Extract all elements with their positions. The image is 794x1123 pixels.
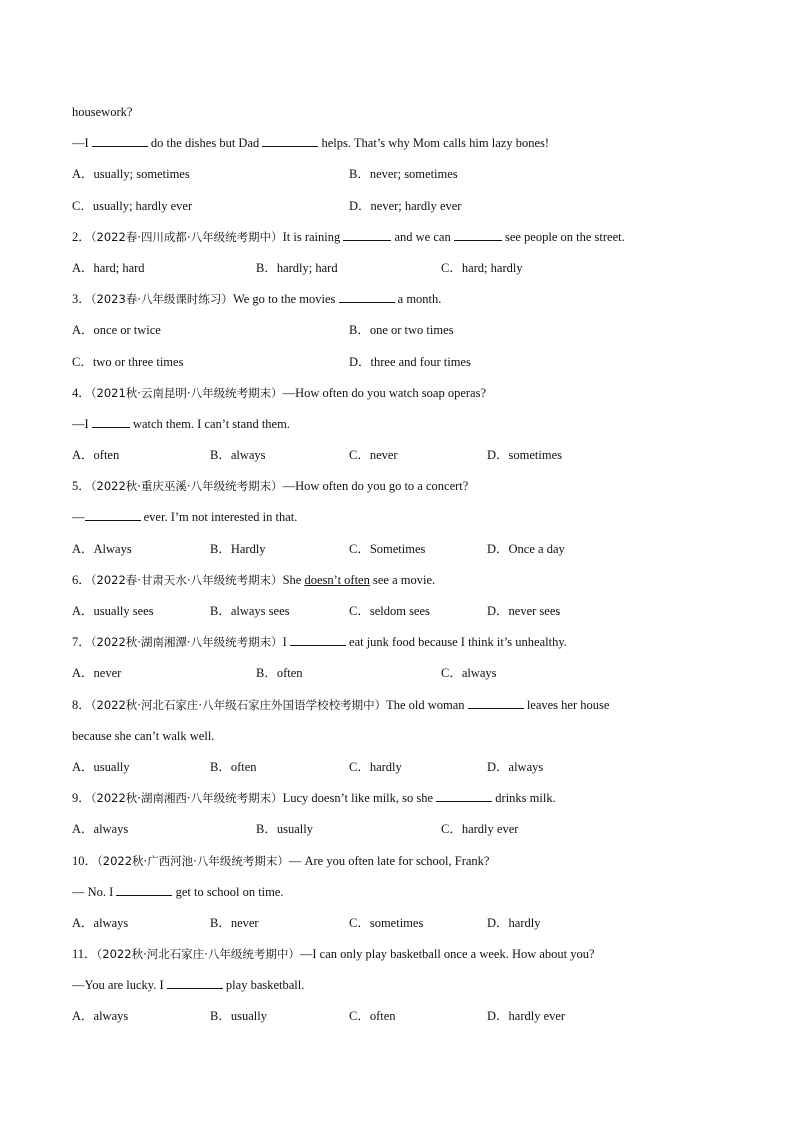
answer-blank[interactable] xyxy=(262,132,318,147)
q1-option-b[interactable]: B．never; sometimes xyxy=(349,167,458,182)
q3-option-b[interactable]: B．one or two times xyxy=(349,323,454,338)
q8-option-a[interactable]: A．usually xyxy=(72,759,130,774)
q1-option-c[interactable]: C．usually; hardly ever xyxy=(72,198,193,213)
q4-option-a[interactable]: A．often xyxy=(72,448,120,463)
q11-stem: 11．（2022秋·河北石家庄·八年级统考期中）—I can only play basketball once a week. How about you? xyxy=(72,947,595,962)
q3-option-c[interactable]: C．two or three times xyxy=(72,354,184,369)
q10-options xyxy=(72,911,732,942)
question-source: （2021秋·云南昆明·八年级统考期末） xyxy=(90,385,283,400)
q11-option-d[interactable]: D．hardly ever xyxy=(487,1009,566,1024)
q9-option-a[interactable]: A．always xyxy=(72,822,129,837)
q8-stem-cont: because she can’t walk well. xyxy=(72,728,215,743)
q8-option-d[interactable]: D．always xyxy=(487,759,544,774)
question-source: （2022秋·河北石家庄·八年级石家庄外国语学校校考期中） xyxy=(90,697,387,712)
q9-options xyxy=(72,817,732,848)
q6-option-a[interactable]: A．usually sees xyxy=(72,604,154,618)
q11-option-c[interactable]: C．often xyxy=(349,1009,396,1024)
q7-option-b[interactable]: B．often xyxy=(256,666,303,681)
question-source: （2022春·四川成都·八年级统考期中） xyxy=(90,229,283,244)
q6-stem: 6．（2022春·甘肃天水·八年级统考期末）She doesn’t often see a movie. xyxy=(72,572,436,587)
q3-options-row1 xyxy=(72,318,732,349)
q2-option-a[interactable]: A．hard; hard xyxy=(72,260,145,275)
q5-option-a[interactable]: A．Always xyxy=(72,541,132,556)
q10-option-d[interactable]: D．hardly xyxy=(487,915,541,930)
q5-option-b[interactable]: B．Hardly xyxy=(210,541,266,556)
q4-options xyxy=(72,443,732,474)
q1-stem-end: housework? xyxy=(72,105,133,119)
q10-dialogue: — No. I get to school on time. xyxy=(72,880,732,911)
q8-option-b[interactable]: B．often xyxy=(210,759,257,774)
q5-stem: 5．（2022秋·重庆巫溪·八年级统考期末）—How often do you go to a concert? xyxy=(72,479,469,494)
q11-options xyxy=(72,1004,732,1035)
answer-blank[interactable] xyxy=(343,226,391,241)
q6-options xyxy=(72,599,732,630)
q3-options-row2 xyxy=(72,350,732,381)
q8-option-c[interactable]: C．hardly xyxy=(349,759,402,774)
q3-stem: 3．（2023春·八年级课时练习）We go to the movies a month. xyxy=(72,287,732,318)
q10-option-b[interactable]: B．never xyxy=(210,915,259,930)
question-source: （2022秋·湖南湘潭·八年级统考期末） xyxy=(90,635,283,650)
q5-option-d[interactable]: D．Once a day xyxy=(487,541,565,556)
q1-dialogue: —I do the dishes but Dad helps. That’s why Mom calls him lazy bones! xyxy=(72,131,732,162)
q10-stem: 10．（2022秋·广西河池·八年级统考期末）— Are you often late for school, Frank? xyxy=(72,853,490,868)
q2-option-b[interactable]: B．hardly; hard xyxy=(256,260,338,275)
q6-option-c[interactable]: C．seldom sees xyxy=(349,604,430,618)
q1-option-d[interactable]: D．never; hardly ever xyxy=(349,198,462,213)
question-source: （2022秋·湖南湘西·八年级统考期末） xyxy=(90,791,283,806)
answer-blank[interactable] xyxy=(339,288,395,303)
q7-stem: 7．（2022秋·湖南湘潭·八年级统考期末）I eat junk food because I think it’s unhealthy. xyxy=(72,630,732,661)
q7-option-a[interactable]: A．never xyxy=(72,666,122,681)
q11-dialogue: —You are lucky. I play basketball. xyxy=(72,973,732,1004)
question-source: （2022秋·河北石家庄·八年级统考期中） xyxy=(96,947,300,962)
question-source: （2023春·八年级课时练习） xyxy=(90,292,233,307)
worksheet xyxy=(72,100,732,1036)
q6-option-d[interactable]: D．never sees xyxy=(487,604,561,618)
q5-options xyxy=(72,537,732,568)
q7-options xyxy=(72,661,732,692)
answer-blank[interactable] xyxy=(454,226,502,241)
q9-option-b[interactable]: B．usually xyxy=(256,822,313,837)
q1-option-a[interactable]: A．usually; sometimes xyxy=(72,167,190,182)
q2-option-c[interactable]: C．hard; hardly xyxy=(441,260,523,275)
underlined-phrase: doesn’t often xyxy=(304,572,370,587)
q2-stem: 2．（2022春·四川成都·八年级统考期中）It is raining and we can see people on the street. xyxy=(72,225,732,256)
q1-options-row1 xyxy=(72,162,732,193)
answer-blank[interactable] xyxy=(290,631,346,646)
q6-option-b[interactable]: B．always sees xyxy=(210,604,290,618)
answer-blank[interactable] xyxy=(85,506,141,521)
answer-blank[interactable] xyxy=(92,132,148,147)
question-source: （2022春·甘肃天水·八年级统考期末） xyxy=(90,572,283,587)
q9-option-c[interactable]: C．hardly ever xyxy=(441,822,519,837)
q4-stem: 4．（2021秋·云南昆明·八年级统考期末）—How often do you watch soap operas? xyxy=(72,385,487,400)
q5-option-c[interactable]: C．Sometimes xyxy=(349,541,426,556)
q1-options-row2 xyxy=(72,194,732,225)
question-source: （2022秋·广西河池·八年级统考期末） xyxy=(97,853,289,868)
answer-blank[interactable] xyxy=(167,974,223,989)
q9-stem: 9．（2022秋·湖南湘西·八年级统考期末）Lucy doesn’t like milk, so she drinks milk. xyxy=(72,786,732,817)
q8-options xyxy=(72,755,732,786)
q8-stem: 8．（2022秋·河北石家庄·八年级石家庄外国语学校校考期中）The old woman leaves her house xyxy=(72,693,732,724)
q4-option-b[interactable]: B．always xyxy=(210,448,266,463)
answer-blank[interactable] xyxy=(436,787,492,802)
q7-option-c[interactable]: C．always xyxy=(441,666,497,681)
question-source: （2022秋·重庆巫溪·八年级统考期末） xyxy=(90,479,283,494)
answer-blank[interactable] xyxy=(92,413,130,428)
q4-option-c[interactable]: C．never xyxy=(349,448,398,463)
q10-option-c[interactable]: C．sometimes xyxy=(349,915,424,930)
q5-dialogue: — ever. I’m not interested in that. xyxy=(72,505,732,536)
q3-option-a[interactable]: A．once or twice xyxy=(72,323,161,338)
q4-dialogue: —I watch them. I can’t stand them. xyxy=(72,412,732,443)
q4-option-d[interactable]: D．sometimes xyxy=(487,448,562,463)
answer-blank[interactable] xyxy=(468,694,524,709)
q3-option-d[interactable]: D．three and four times xyxy=(349,354,471,369)
q11-option-a[interactable]: A．always xyxy=(72,1009,129,1024)
q11-option-b[interactable]: B．usually xyxy=(210,1009,267,1024)
answer-blank[interactable] xyxy=(116,881,172,896)
q10-option-a[interactable]: A．always xyxy=(72,915,129,930)
q2-options xyxy=(72,256,732,287)
